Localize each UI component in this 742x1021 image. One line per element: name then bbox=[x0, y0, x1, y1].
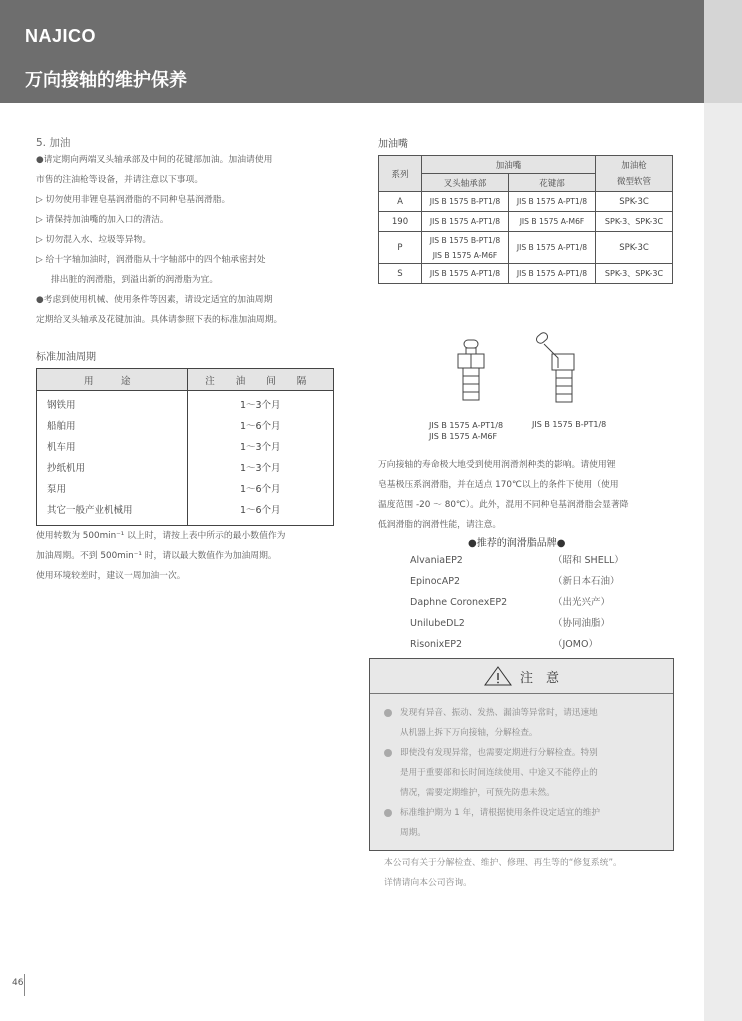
nipple-table bbox=[378, 155, 673, 284]
right-gutter-top bbox=[704, 0, 742, 103]
use-column bbox=[37, 391, 188, 525]
section-line: 排出脏的润滑脂，到溢出新的润滑脂为宜。 bbox=[51, 275, 219, 285]
brand-name: RisonixEP2 bbox=[410, 639, 463, 650]
yoke-cell: JIS B 1575 B-PT1/8 JIS B 1575 A-M6F bbox=[422, 232, 509, 264]
gun-cell: SPK-3C bbox=[596, 192, 673, 212]
use-cell: 船舶用 bbox=[47, 421, 76, 432]
caution-title: 注 意 bbox=[519, 670, 559, 686]
footer-note bbox=[384, 853, 622, 893]
page-number: 46 bbox=[12, 978, 24, 988]
caution-line: 发现有异音、振动、发热、漏油等异常时，请迅速地 bbox=[400, 708, 598, 718]
interval-cell: 1～3个月 bbox=[239, 400, 281, 411]
note-line: 使用转数为 500min⁻¹ 以上时，请按上表中所示的最小数值作为 bbox=[36, 531, 286, 541]
grease-nipple-drawings bbox=[440, 326, 610, 416]
brand-maker: （新日本石油） bbox=[553, 576, 620, 587]
use-cell: 泵用 bbox=[47, 484, 67, 495]
caution-line: 从机器上拆下万向接轴，分解检查。 bbox=[400, 728, 538, 738]
gun-cell: SPK-3C bbox=[596, 232, 673, 264]
brand-maker: （协同油脂） bbox=[553, 618, 611, 629]
bullet-dot-icon bbox=[384, 809, 392, 817]
brands-heading: ●推荐的润滑脂品牌● bbox=[468, 538, 566, 549]
period-heading: 标准加油周期 bbox=[36, 352, 96, 363]
lube-line: 低润滑脂的润滑性能，请注意。 bbox=[378, 520, 502, 530]
figure-label-line: JIS B 1575 A-M6F bbox=[429, 432, 498, 441]
series-cell: A bbox=[379, 192, 422, 212]
interval-cell: 1～3个月 bbox=[239, 463, 281, 474]
brand-row bbox=[410, 634, 650, 655]
col-use-header: 用 途 bbox=[37, 369, 188, 390]
caution-body bbox=[384, 703, 664, 843]
footer-line: 本公司有关于分解检查、维护、修理、再生等的“修复系统”。 bbox=[384, 858, 622, 868]
bullet-dot-icon bbox=[384, 749, 392, 757]
straight-nipple-drawing bbox=[458, 340, 484, 400]
use-cell: 抄纸机用 bbox=[47, 463, 86, 474]
period-table-body bbox=[37, 391, 333, 525]
period-note bbox=[36, 526, 285, 586]
brand-row bbox=[410, 550, 650, 571]
caution-item bbox=[384, 803, 664, 843]
spline-cell: JIS B 1575 A-M6F bbox=[509, 212, 596, 232]
section-line: 市售的注油枪等设备，并请注意以下事项。 bbox=[36, 175, 204, 185]
series-cell: S bbox=[379, 264, 422, 284]
brand-maker: （昭和 SHELL） bbox=[553, 555, 624, 566]
yoke-cell: JIS B 1575 B-PT1/8 bbox=[422, 192, 509, 212]
brand-name: EpinocAP2 bbox=[410, 576, 461, 587]
caution-line: 是用于重要部和长时间连续使用、中途又不能停止的 bbox=[400, 768, 598, 778]
series-cell: P bbox=[379, 232, 422, 264]
footer-line: 详情请向本公司咨询。 bbox=[384, 878, 472, 888]
interval-cell: 1～6个月 bbox=[239, 484, 281, 495]
nipple-header: 加油嘴 bbox=[422, 156, 596, 174]
lube-line: 万向接轴的寿命极大地受到使用润滑剂种类的影响。请使用锂 bbox=[378, 460, 616, 470]
nipple-heading: 加油嘴 bbox=[378, 139, 408, 150]
figure-label-line: JIS B 1575 A-PT1/8 bbox=[429, 421, 504, 430]
right-gutter bbox=[704, 0, 742, 1021]
brand-row bbox=[410, 613, 650, 634]
page-title: 万向接轴的维护保养 bbox=[25, 70, 187, 91]
yoke-cell: JIS B 1575 A-PT1/8 bbox=[422, 212, 509, 232]
spline-cell: JIS B 1575 A-PT1/8 bbox=[509, 264, 596, 284]
brand-logo: NAJICO bbox=[25, 26, 97, 46]
section-body bbox=[36, 150, 282, 330]
brand-name: Daphne CoronexEP2 bbox=[410, 597, 508, 608]
section-line: ●考虑到使用机械、使用条件等因素，请设定适宜的加油周期 bbox=[36, 295, 273, 305]
series-header: 系列 bbox=[379, 156, 422, 192]
caution-item bbox=[384, 743, 664, 803]
period-table-header bbox=[37, 369, 333, 391]
section-heading: 5. 加油 bbox=[36, 137, 71, 149]
section-line: ▷ 请保持加油嘴的加入口的清洁。 bbox=[36, 215, 169, 225]
header-band bbox=[0, 0, 704, 103]
lube-text bbox=[378, 455, 629, 535]
gun-cell: SPK-3、SPK-3C bbox=[596, 264, 673, 284]
angled-nipple-drawing bbox=[535, 331, 574, 402]
series-cell: 190 bbox=[379, 212, 422, 232]
caution-line: 情况，需要定期维护，可预先防患未然。 bbox=[400, 788, 555, 798]
brand-row bbox=[410, 592, 650, 613]
figure-label-left bbox=[429, 420, 503, 442]
caution-line: 即使没有发现异常，也需要定期进行分解检查。特别 bbox=[400, 748, 598, 758]
yoke-cell: JIS B 1575 A-PT1/8 bbox=[422, 264, 509, 284]
lube-line: 皂基极压系润滑脂，并在适点 170℃以上的条件下使用（使用 bbox=[378, 480, 619, 490]
figure-label-right: JIS B 1575 B-PT1/8 bbox=[532, 420, 607, 429]
interval-column bbox=[188, 391, 333, 525]
period-table bbox=[36, 368, 334, 526]
brands-list bbox=[410, 550, 650, 655]
section-line: 定期给叉头轴承及花键加油。具体请参照下表的标准加油周期。 bbox=[36, 315, 283, 325]
interval-cell: 1～6个月 bbox=[239, 421, 281, 432]
caution-line: 标准维护期为 1 年，请根据使用条件设定适宜的维护 bbox=[400, 808, 600, 818]
spline-cell: JIS B 1575 A-PT1/8 bbox=[509, 232, 596, 264]
note-line: 使用环境较差时，建议一周加油一次。 bbox=[36, 571, 186, 581]
brand-maker: （JOMO） bbox=[553, 639, 598, 650]
section-line: ▷ 给十字轴加油时，润滑脂从十字轴部中的四个轴承密封处 bbox=[36, 255, 266, 265]
caution-header bbox=[370, 659, 673, 694]
use-cell: 机车用 bbox=[47, 442, 76, 453]
lube-line: 温度范围 -20 ～ 80℃）。此外，混用不同种皂基润滑脂会显著降 bbox=[378, 500, 629, 510]
col-interval-header: 注 油 间 隔 bbox=[205, 375, 316, 387]
use-cell: 钢铁用 bbox=[47, 400, 76, 411]
brand-row bbox=[410, 571, 650, 592]
spline-header: 花键部 bbox=[509, 174, 596, 192]
caution-item bbox=[384, 703, 664, 743]
brand-maker: （出光兴产） bbox=[553, 597, 611, 608]
spline-cell: JIS B 1575 A-PT1/8 bbox=[509, 192, 596, 212]
yoke-header: 叉头轴承部 bbox=[422, 174, 509, 192]
caution-box bbox=[369, 658, 674, 851]
section-line: ▷ 切勿使用非锂皂基润滑脂的不同种皂基润滑脂。 bbox=[36, 195, 231, 205]
caution-line: 周期。 bbox=[400, 828, 426, 838]
brand-name: UnilubeDL2 bbox=[410, 618, 465, 629]
interval-cell: 1～3个月 bbox=[239, 442, 281, 453]
bullet-dot-icon bbox=[384, 709, 392, 717]
gun-header: 加油枪 微型软管 bbox=[596, 156, 673, 192]
interval-cell: 1～6个月 bbox=[239, 505, 281, 516]
page-number-rule bbox=[24, 974, 25, 996]
section-line: ▷ 切勿混入水、垃圾等异物。 bbox=[36, 235, 152, 245]
brand-name: AlvaniaEP2 bbox=[410, 555, 463, 566]
section-line: ●请定期向两端叉头轴承部及中间的花键部加油。加油请使用 bbox=[36, 155, 273, 165]
gun-cell: SPK-3、SPK-3C bbox=[596, 212, 673, 232]
warning-triangle-icon bbox=[484, 666, 512, 686]
note-line: 加油周期。不到 500min⁻¹ 时，请以最大数值作为加油周期。 bbox=[36, 551, 277, 561]
use-cell: 其它一般产业机械用 bbox=[47, 505, 133, 516]
